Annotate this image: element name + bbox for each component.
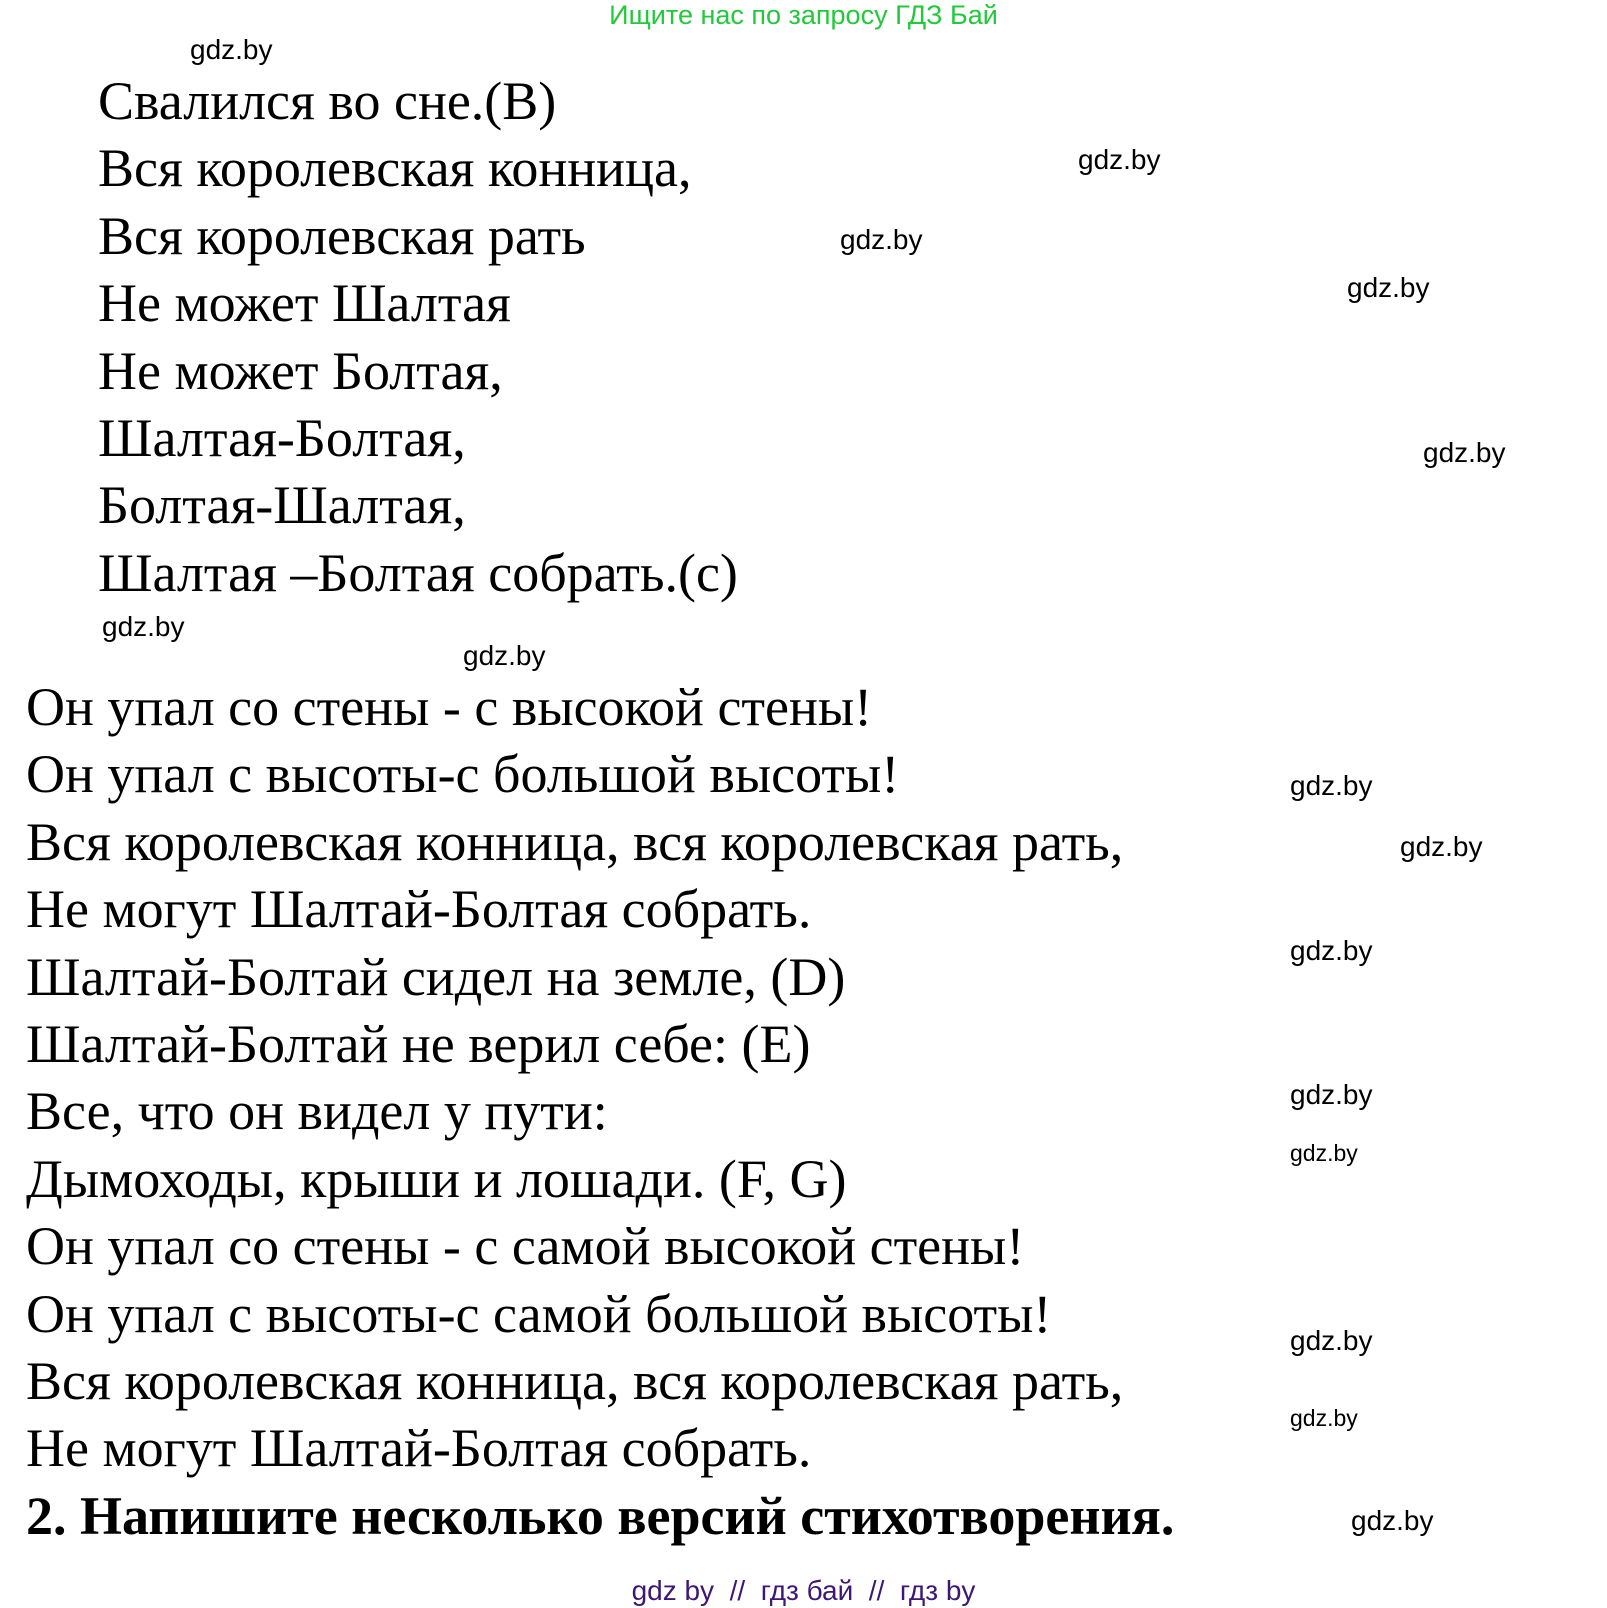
- search-hint-banner: Ищите нас по запросу ГДЗ Бай: [609, 0, 998, 30]
- watermark: gdz.by: [1423, 437, 1506, 468]
- poem-line: Он упал со стены - с высокой стены!: [26, 677, 873, 737]
- poem-line: Он упал с высоты-с самой большой высоты!: [26, 1283, 1052, 1344]
- watermark: gdz.by: [1290, 770, 1373, 801]
- poem-stanza-1: [98, 68, 738, 607]
- poem-line: Вся королевская рать: [98, 205, 586, 266]
- watermark: gdz.by: [1290, 1325, 1373, 1356]
- poem-line: Вся королевская конница,: [98, 138, 692, 199]
- poem-line: Болтая-Шалтая,: [98, 475, 466, 536]
- poem-line: Шалтай-Болтай не верил себе: (E): [26, 1013, 811, 1074]
- watermark: gdz.by: [1078, 144, 1161, 175]
- poem-line: Все, что он видел у пути:: [26, 1081, 608, 1142]
- poem-line: Он упал со стены - с самой высокой стены!: [26, 1216, 1025, 1277]
- poem-line: Свалился во сне.(B): [98, 71, 557, 131]
- poem-stanza-2: [26, 674, 1123, 1483]
- poem-line: Не могут Шалтай-Болтая собрать.: [26, 879, 812, 940]
- poem-line: Вся королевская конница, вся королевская рать,: [26, 811, 1124, 872]
- poem-line: Не может Шалтая: [98, 273, 511, 334]
- watermark: gdz.by: [1290, 1405, 1358, 1431]
- watermark: gdz.by: [463, 640, 546, 671]
- poem-line: Не может Болтая,: [98, 340, 503, 401]
- poem-line: Шалтай-Болтай сидел на земле, (D): [26, 946, 846, 1007]
- watermark: gdz.by: [1290, 935, 1373, 966]
- poem-line: Шалтая-Болтая,: [98, 407, 466, 468]
- watermark: gdz.by: [1400, 831, 1483, 862]
- poem-line: Дымоходы, крыши и лошади. (F, G): [26, 1148, 847, 1209]
- watermark: gdz.by: [1290, 1079, 1373, 1110]
- watermark: gdz.by: [840, 224, 923, 255]
- watermark: gdz.by: [190, 34, 273, 65]
- poem-line: Вся королевская конница, вся королевская рать,: [26, 1350, 1124, 1411]
- watermark: gdz.by: [102, 611, 185, 642]
- watermark: gdz.by: [1290, 1140, 1358, 1166]
- poem-line: Он упал с высоты-с большой высоты!: [26, 744, 900, 805]
- watermark: gdz.by: [1347, 272, 1430, 303]
- poem-line: Шалтая –Болтая собрать.(c): [98, 542, 738, 603]
- watermark: gdz.by: [1351, 1505, 1434, 1536]
- footer-links: gdz by // гдз бай // гдз by: [631, 1575, 976, 1606]
- task-heading: 2. Напишите несколько версий стихотворения.: [26, 1486, 1175, 1546]
- poem-line: Не могут Шалтай-Болтая собрать.: [26, 1418, 812, 1479]
